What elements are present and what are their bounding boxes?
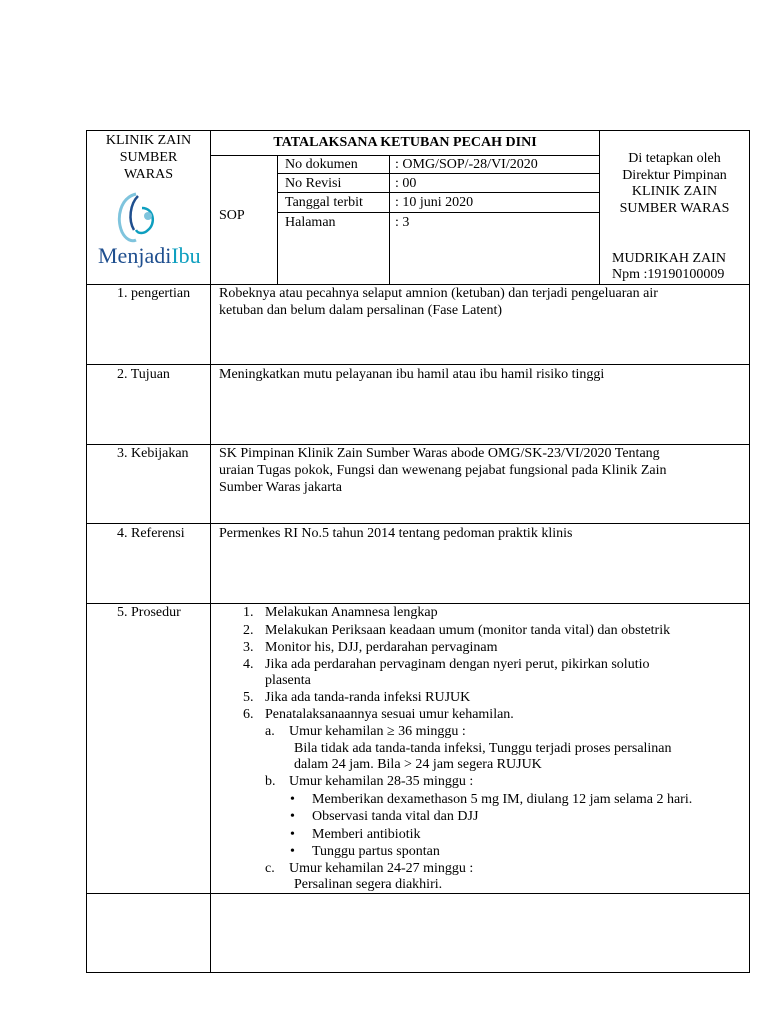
meta-label-halaman: Halaman xyxy=(285,215,336,230)
sub-text-c: Umur kehamilan 24-27 minggu : xyxy=(289,861,474,876)
meta-label-dokumen: No dokumen xyxy=(285,157,358,172)
divider-meta-left xyxy=(277,155,278,284)
meta-label-tanggal: Tanggal terbit xyxy=(285,195,363,210)
step-text: Jika ada perdarahan pervaginam dengan nyeri perut, pikirkan solutio xyxy=(265,657,650,672)
document-title: TATALAKSANA KETUBAN PECAH DINI xyxy=(273,135,537,150)
bullet-item: • Memberikan dexamethason 5 mg IM, diulang 12 jam selama 2 hari. xyxy=(312,791,692,808)
sub-a-line-2: dalam 24 jam. Bila > 24 jam segera RUJUK xyxy=(294,757,542,772)
clinic-name-line2: SUMBER xyxy=(119,150,178,165)
sub-a-line-1: Bila tidak ada tanda-tanda infeksi, Tunggu terjadi proses persalinan xyxy=(294,741,672,756)
section-text-pengertian-2: ketuban dan belum dalam persalinan (Fase Latent) xyxy=(219,303,503,318)
section-text-kebijakan-3: Sumber Waras jakarta xyxy=(219,480,343,495)
step-number: 6. xyxy=(243,707,254,722)
approval-line2: Direktur Pimpinan xyxy=(622,168,727,183)
divider-col1 xyxy=(210,130,211,973)
step-text-continued: plasenta xyxy=(265,673,311,688)
meta-label-revisi: No Revisi xyxy=(285,176,342,191)
section-label-referensi: 4. Referensi xyxy=(117,526,185,541)
signer-name: MUDRIKAH ZAIN xyxy=(612,251,726,266)
bullet-item: • Observasi tanda vital dan DJJ xyxy=(312,808,478,825)
section-text-kebijakan-2: uraian Tugas pokok, Fungsi dan wewenang pejabat fungsional pada Klinik Zain xyxy=(219,463,667,478)
sub-number-c: c. xyxy=(265,861,275,876)
section-text-referensi-1: Permenkes RI No.5 tahun 2014 tentang pedoman praktik klinis xyxy=(219,526,573,541)
sub-text-a: Umur kehamilan ≥ 36 minggu : xyxy=(289,724,466,739)
logo-wordmark xyxy=(98,243,201,269)
divider-meta-mid xyxy=(389,155,390,284)
logo-text-menjadi: Menjadi xyxy=(98,243,172,268)
meta-value-halaman: : 3 xyxy=(395,215,410,230)
step-number: 3. xyxy=(243,640,254,655)
section-label-prosedur: 5. Prosedur xyxy=(117,605,181,620)
bullet-item: • Memberi antibiotik xyxy=(312,826,420,843)
sub-text-b: Umur kehamilan 28-35 minggu : xyxy=(289,774,474,789)
sub-number-b: b. xyxy=(265,774,276,789)
border-right xyxy=(749,130,750,973)
section-label-kebijakan: 3. Kebijakan xyxy=(117,446,189,461)
logo-text-ibu: Ibu xyxy=(171,243,201,268)
section-text-pengertian-1: Robeknya atau pecahnya selaput amnion (ketuban) dan terjadi pengeluaran air xyxy=(219,286,658,301)
rule-meta-1 xyxy=(277,173,600,174)
step-text: Penatalaksanaannya sesuai umur kehamilan. xyxy=(265,707,514,722)
sop-label: SOP xyxy=(219,208,245,223)
border-bottom xyxy=(86,972,750,973)
section-label-pengertian: 1. pengertian xyxy=(117,286,191,301)
step-text: Melakukan Anamnesa lengkap xyxy=(265,605,438,620)
step-text: Melakukan Periksaan keadaan umum (monitor tanda vital) dan obstetrik xyxy=(265,623,671,638)
section-text-kebijakan-1: SK Pimpinan Klinik Zain Sumber Waras abode OMG/SK-23/VI/2020 Tentang xyxy=(219,446,660,461)
clinic-name-line3: WARAS xyxy=(123,167,173,182)
step-text: Monitor his, DJJ, perdarahan pervaginam xyxy=(265,640,498,655)
rule-meta-2 xyxy=(277,192,600,193)
rule-row3 xyxy=(86,523,750,524)
bullet-item: • Tunggu partus spontan xyxy=(312,843,440,860)
border-left xyxy=(86,130,87,973)
step-number: 5. xyxy=(243,690,254,705)
meta-value-dokumen: : OMG/SOP/-28/VI/2020 xyxy=(395,157,538,172)
approval-line4: SUMBER WARAS xyxy=(619,201,730,216)
step-number: 1. xyxy=(243,605,254,620)
meta-value-tanggal: : 10 juni 2020 xyxy=(395,195,474,210)
step-number: 2. xyxy=(243,623,254,638)
rule-meta-3 xyxy=(277,212,600,213)
clinic-name-line1: KLINIK ZAIN xyxy=(105,133,192,148)
signer-npm: Npm :19190100009 xyxy=(612,267,725,282)
rule-row1 xyxy=(86,364,750,365)
approval-line3: KLINIK ZAIN xyxy=(631,184,718,199)
rule-row5 xyxy=(86,893,750,894)
step-number: 4. xyxy=(243,657,254,672)
meta-value-revisi: : 00 xyxy=(395,176,417,191)
sub-c-line-1: Persalinan segera diakhiri. xyxy=(294,877,443,892)
step-text: Jika ada tanda-randa infeksi RUJUK xyxy=(265,690,471,705)
sub-number-a: a. xyxy=(265,724,275,739)
section-text-tujuan-1: Meningkatkan mutu pelayanan ibu hamil atau ibu hamil risiko tinggi xyxy=(219,367,605,382)
approval-line1: Di tetapkan oleh xyxy=(628,151,721,166)
border-top xyxy=(86,130,750,131)
section-label-tujuan: 2. Tujuan xyxy=(117,367,170,382)
